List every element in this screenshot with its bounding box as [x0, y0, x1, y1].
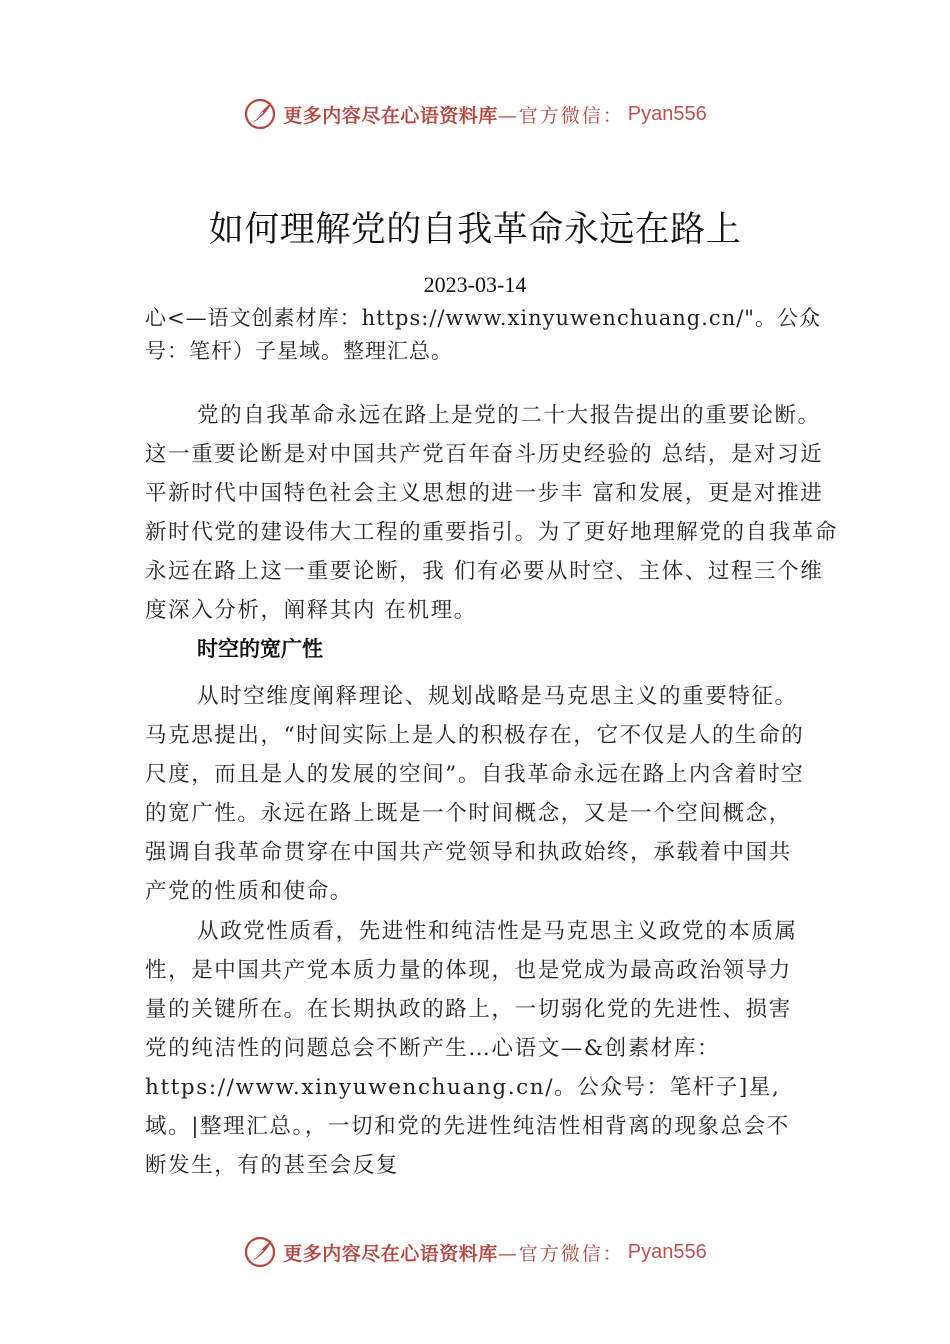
banner-official-text: —官方微信： [497, 1242, 624, 1265]
banner-main-text: 更多内容尽在心语资料库 [283, 104, 498, 127]
feather-quill-logo-icon [243, 1235, 277, 1269]
article-date: 2023-03-14 [423, 272, 527, 297]
paragraph-intro: 党的自我革命永远在路上是党的二十大报告提出的重要论断。这一重要论断是对中国共产党百年奋斗历史经验的 总结，是对习近平新时代中国特色社会主义思想的进一步丰 富和发展，更是对推进新时代党的建设伟大工程的重要指引。为了更好地理解党的自我革命永远在路上这一重要论断，我 们有必要从时空、主体、过程三个维度深入分析，阐释其内 在机理。 [145, 403, 839, 623]
banner-main-text: 更多内容尽在心语资料库 [283, 1242, 498, 1265]
banner-wechat-id: Pyan556 [627, 102, 707, 125]
article-title: 如何理解党的自我革命永远在路上 [208, 210, 742, 250]
header-banner [0, 94, 950, 134]
banner-wechat-id: Pyan556 [627, 1240, 707, 1263]
source-note: 心<—语文创素材库：https://www.xinyuwenchuang.cn/"。公众号：笔杆）子星域。整理汇总。 [145, 306, 821, 363]
feather-quill-logo-icon [243, 97, 277, 131]
paragraph-party-nature: 从政党性质看，先进性和纯洁性是马克思主义政党的本质属性，是中国共产党本质力量的体现，也是党成为最高政治领导力量的关键所在。在长期执政的路上，一切弱化党的先进性、损害党的纯洁性的问题总会不断产生…心语文—&创素材库：https://www.xinyuwenchuang.cn/。公众号：笔杆子]星,域。|整理汇总。，一切和党的先进性纯洁性相背离的现象总会不断发生，有的甚至会反复 [145, 919, 798, 1178]
footer-banner [0, 1232, 950, 1272]
section-heading: 时空的宽广性 [197, 637, 323, 661]
banner-official-text: —官方微信： [497, 104, 624, 127]
paragraph-spacetime: 从时空维度阐释理论、规划战略是马克思主义的重要特征。马克思提出，“时间实际上是人的积极存在，它不仅是人的生命的尺度，而且是人的发展的空间”。自我革命永远在路上内含着时空的宽广性。永远在路上既是一个时间概念，又是一个空间概念，强调自我革命贯穿在中国共产党领导和执政始终，承载着中国共产党的性质和使命。 [145, 684, 805, 904]
